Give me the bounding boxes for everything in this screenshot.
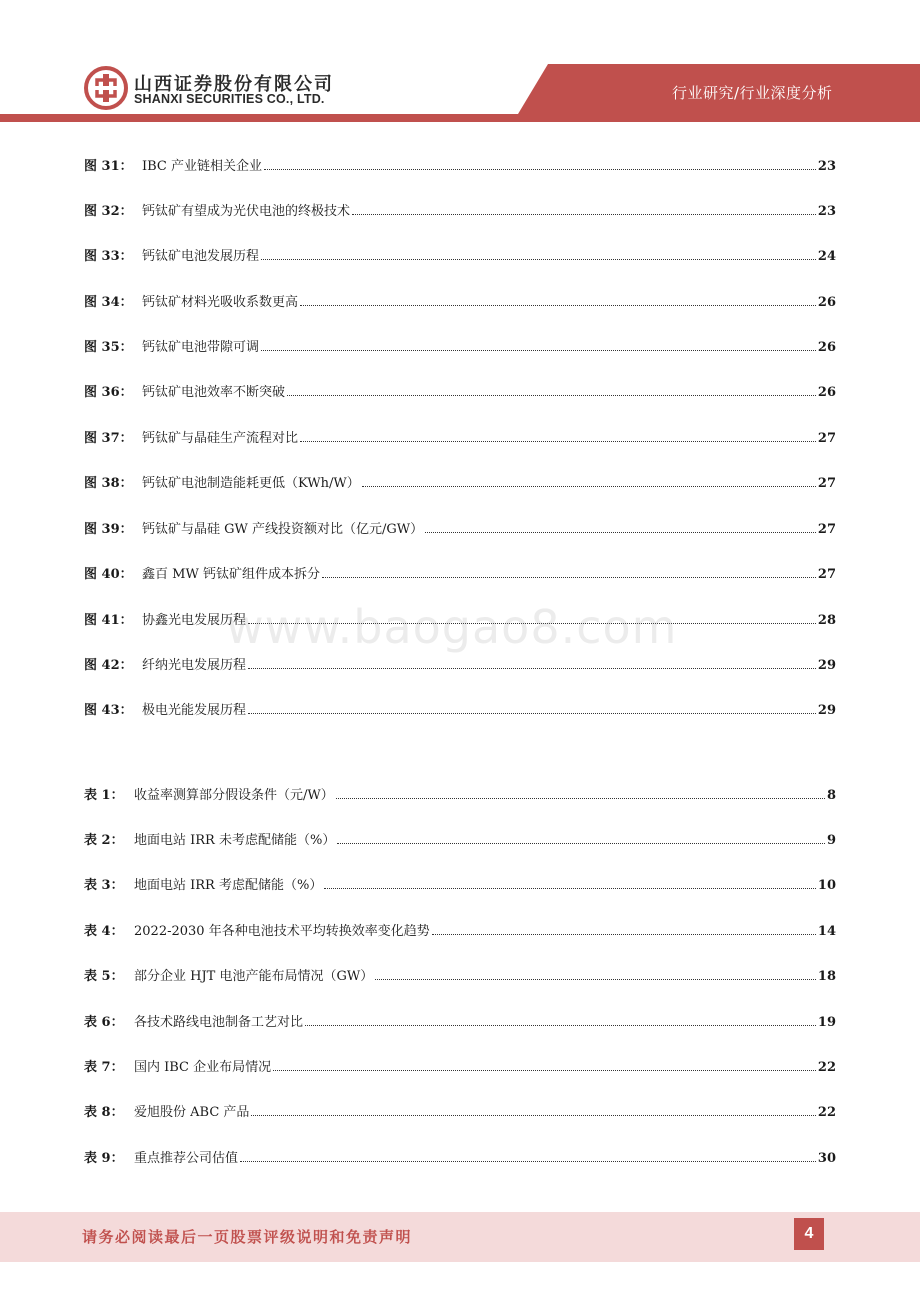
toc-label: 图 31： — [84, 159, 133, 174]
toc-leader — [300, 441, 816, 442]
toc-entry[interactable] — [84, 515, 836, 537]
toc-entry[interactable] — [84, 781, 836, 803]
toc-title: 地面电站 IRR 未考虑配储能（%） — [134, 833, 336, 848]
toc-page: 30 — [817, 1151, 836, 1166]
toc-title: IBC 产业链相关企业 — [142, 159, 263, 174]
toc-title: 国内 IBC 企业布局情况 — [134, 1060, 272, 1075]
toc-label: 表 3： — [84, 878, 124, 893]
toc-page: 23 — [817, 204, 836, 219]
page-header — [0, 0, 920, 125]
toc-entry[interactable] — [84, 242, 836, 264]
toc-entry[interactable] — [84, 560, 836, 582]
toc-title: 钙钛矿电池发展历程 — [142, 249, 260, 264]
toc-leader — [432, 934, 816, 935]
toc-label: 表 9： — [84, 1151, 124, 1166]
toc-page: 27 — [817, 522, 836, 537]
toc-leader — [337, 843, 825, 844]
toc-page: 22 — [817, 1060, 836, 1075]
toc-label: 图 38： — [84, 476, 133, 491]
toc-leader — [273, 1070, 816, 1071]
toc-title: 钙钛矿与晶硅 GW 产线投资额对比（亿元/GW） — [142, 522, 424, 537]
toc-title: 钙钛矿有望成为光伏电池的终极技术 — [142, 204, 351, 219]
toc-leader — [300, 305, 816, 306]
toc-leader — [248, 668, 816, 669]
toc-entry[interactable] — [84, 962, 836, 984]
toc-leader — [261, 350, 816, 351]
toc-entry[interactable] — [84, 917, 836, 939]
toc-title: 各技术路线电池制备工艺对比 — [134, 1015, 304, 1030]
toc-page: 27 — [817, 567, 836, 582]
toc-title: 钙钛矿电池带隙可调 — [142, 340, 260, 355]
toc-label: 图 34： — [84, 295, 133, 310]
toc-title: 鑫百 MW 钙钛矿组件成本拆分 — [142, 567, 320, 582]
toc-label: 图 33： — [84, 249, 133, 264]
toc-title: 2022-2030 年各种电池技术平均转换效率变化趋势 — [134, 924, 430, 939]
toc-label: 表 6： — [84, 1015, 124, 1030]
toc-page: 29 — [817, 658, 836, 673]
toc-title: 极电光能发展历程 — [142, 703, 247, 718]
toc-leader — [362, 486, 816, 487]
toc-page: 26 — [817, 385, 836, 400]
toc-page: 18 — [817, 969, 836, 984]
toc-title: 钙钛矿电池制造能耗更低（KWh/W） — [142, 476, 360, 491]
toc-label: 图 32： — [84, 204, 133, 219]
toc-label: 图 42： — [84, 658, 133, 673]
toc-entry[interactable] — [84, 1144, 836, 1166]
toc-title: 爱旭股份 ABC 产品 — [134, 1105, 250, 1120]
toc-label: 图 41： — [84, 613, 133, 628]
header-banner — [0, 0, 920, 125]
toc-entry[interactable] — [84, 333, 836, 355]
toc-page: 27 — [817, 431, 836, 446]
toc-entry[interactable] — [84, 871, 836, 893]
toc-label: 图 43： — [84, 703, 133, 718]
toc-label: 图 40： — [84, 567, 133, 582]
toc-entry[interactable] — [84, 424, 836, 446]
section-title: 行业研究/行业深度分析 — [672, 84, 833, 102]
toc-label: 表 2： — [84, 833, 124, 848]
toc-title: 纤纳光电发展历程 — [142, 658, 247, 673]
toc-page: 8 — [826, 788, 836, 803]
toc-label: 表 8： — [84, 1105, 124, 1120]
toc-leader — [322, 577, 816, 578]
toc-entry[interactable] — [84, 651, 836, 673]
toc-page: 9 — [826, 833, 836, 848]
toc-title: 钙钛矿电池效率不断突破 — [142, 385, 286, 400]
toc-page: 26 — [817, 295, 836, 310]
toc-entry[interactable] — [84, 288, 836, 310]
toc-title: 地面电站 IRR 考虑配储能（%） — [134, 878, 323, 893]
toc-entry[interactable] — [84, 469, 836, 491]
toc-title: 钙钛矿材料光吸收系数更高 — [142, 295, 299, 310]
toc-leader — [336, 798, 825, 799]
toc-leader — [324, 888, 816, 889]
toc-title: 重点推荐公司估值 — [134, 1151, 239, 1166]
toc-leader — [251, 1115, 816, 1116]
toc-leader — [240, 1161, 816, 1162]
toc-title: 钙钛矿与晶硅生产流程对比 — [142, 431, 299, 446]
toc-title: 部分企业 HJT 电池产能布局情况（GW） — [134, 969, 374, 984]
toc-entry[interactable] — [84, 1008, 836, 1030]
toc-leader — [264, 169, 816, 170]
page-footer — [0, 1212, 920, 1262]
toc-label: 图 37： — [84, 431, 133, 446]
toc-title: 收益率测算部分假设条件（元/W） — [134, 788, 334, 803]
toc-leader — [305, 1025, 816, 1026]
company-name-en: SHANXI SECURITIES CO., LTD. — [134, 92, 325, 106]
toc-page: 14 — [817, 924, 836, 939]
toc-page: 29 — [817, 703, 836, 718]
page-number: 4 — [794, 1218, 824, 1250]
toc-page: 26 — [817, 340, 836, 355]
toc-label: 图 35： — [84, 340, 133, 355]
toc-entry[interactable] — [84, 378, 836, 400]
disclaimer-text: 请务必阅读最后一页股票评级说明和免责声明 — [82, 1228, 413, 1246]
toc-entry[interactable] — [84, 197, 836, 219]
toc-leader — [352, 214, 816, 215]
company-logo-icon — [84, 66, 128, 110]
toc-entry[interactable] — [84, 152, 836, 174]
toc-page: 28 — [817, 613, 836, 628]
watermark: www.baogao8.com — [226, 600, 678, 654]
toc-entry[interactable] — [84, 1098, 836, 1120]
toc-label: 表 4： — [84, 924, 124, 939]
toc-leader — [425, 532, 816, 533]
toc-page: 27 — [817, 476, 836, 491]
toc-leader — [287, 395, 816, 396]
toc-title: 协鑫光电发展历程 — [142, 613, 247, 628]
toc-entry[interactable] — [84, 1053, 836, 1075]
toc-page: 24 — [817, 249, 836, 264]
toc-leader — [375, 979, 816, 980]
toc-page: 19 — [817, 1015, 836, 1030]
toc-label: 图 39： — [84, 522, 133, 537]
toc-entry[interactable] — [84, 696, 836, 718]
toc-label: 图 36： — [84, 385, 133, 400]
toc-page: 23 — [817, 159, 836, 174]
toc-label: 表 5： — [84, 969, 124, 984]
toc-label: 表 7： — [84, 1060, 124, 1075]
toc-label: 表 1： — [84, 788, 124, 803]
toc-leader — [248, 713, 816, 714]
toc-page: 10 — [817, 878, 836, 893]
toc-leader — [261, 259, 816, 260]
toc-page: 22 — [817, 1105, 836, 1120]
toc-entry[interactable] — [84, 826, 836, 848]
company-name-cn: 山西证券股份有限公司 — [134, 74, 334, 95]
